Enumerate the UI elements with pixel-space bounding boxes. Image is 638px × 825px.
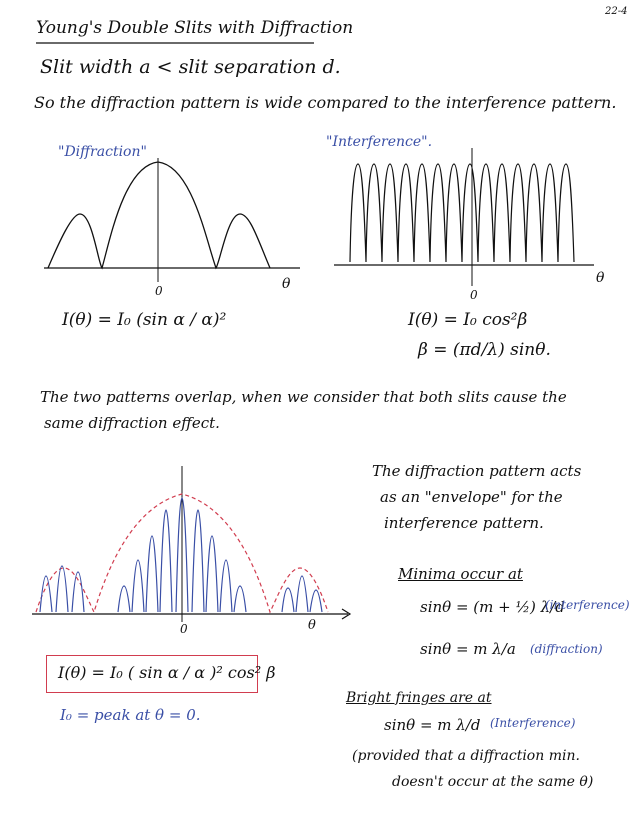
minima-diffraction-eq: sinθ = m λ/a xyxy=(420,640,516,658)
minima-interference-eq: sinθ = (m + ½) λ/d xyxy=(420,598,565,616)
diffraction-axis-theta: θ xyxy=(282,276,291,292)
combined-axis-theta: θ xyxy=(308,618,316,633)
minima-interference-tag: (interference) xyxy=(545,598,630,612)
bright-fringes-tag: (Interference) xyxy=(490,716,576,730)
bright-fringes-note1: (provided that a diffraction min. xyxy=(352,748,580,764)
diffraction-formula: I(θ) = I₀ (sin α / α)² xyxy=(62,310,227,330)
bright-fringes-heading: Bright fringes are at xyxy=(346,690,492,706)
envelope-note-line3: interference pattern. xyxy=(384,514,544,532)
diffraction-label: "Diffraction" xyxy=(58,144,147,160)
envelope-note-line2: as an "envelope" for the xyxy=(380,488,563,506)
envelope-note-line1: The diffraction pattern acts xyxy=(372,462,582,480)
interference-axis-zero: 0 xyxy=(470,288,478,302)
diffraction-axis-zero: 0 xyxy=(155,284,163,298)
page-title: Young's Double Slits with Diffraction xyxy=(36,18,354,38)
minima-diffraction-tag: (diffraction) xyxy=(530,642,603,656)
combined-formula: I(θ) = I₀ ( sin α / α )² cos² β xyxy=(58,663,276,682)
minima-heading: Minima occur at xyxy=(398,565,523,583)
pattern-width-line: So the diffraction pattern is wide compared to the interference pattern. xyxy=(34,93,617,112)
interference-formula-beta: β = (πd/λ) sinθ. xyxy=(418,340,551,360)
bright-fringes-note2: doesn't occur at the same θ) xyxy=(392,774,594,790)
combined-axis-zero: 0 xyxy=(180,622,188,636)
overlap-text-line2: same diffraction effect. xyxy=(44,414,220,432)
bright-fringes-eq: sinθ = m λ/d xyxy=(384,716,481,734)
overlap-text-line1: The two patterns overlap, when we consider that both slits cause the xyxy=(40,388,567,406)
interference-formula-intensity: I(θ) = I₀ cos²β xyxy=(408,310,528,330)
page-number: 22-4 xyxy=(605,6,628,17)
io-peak-note: I₀ = peak at θ = 0. xyxy=(60,706,201,724)
interference-axis-theta: θ xyxy=(596,270,605,286)
interference-label: "Interference". xyxy=(326,134,433,150)
slit-width-line: Slit width a < slit separation d. xyxy=(40,56,341,78)
